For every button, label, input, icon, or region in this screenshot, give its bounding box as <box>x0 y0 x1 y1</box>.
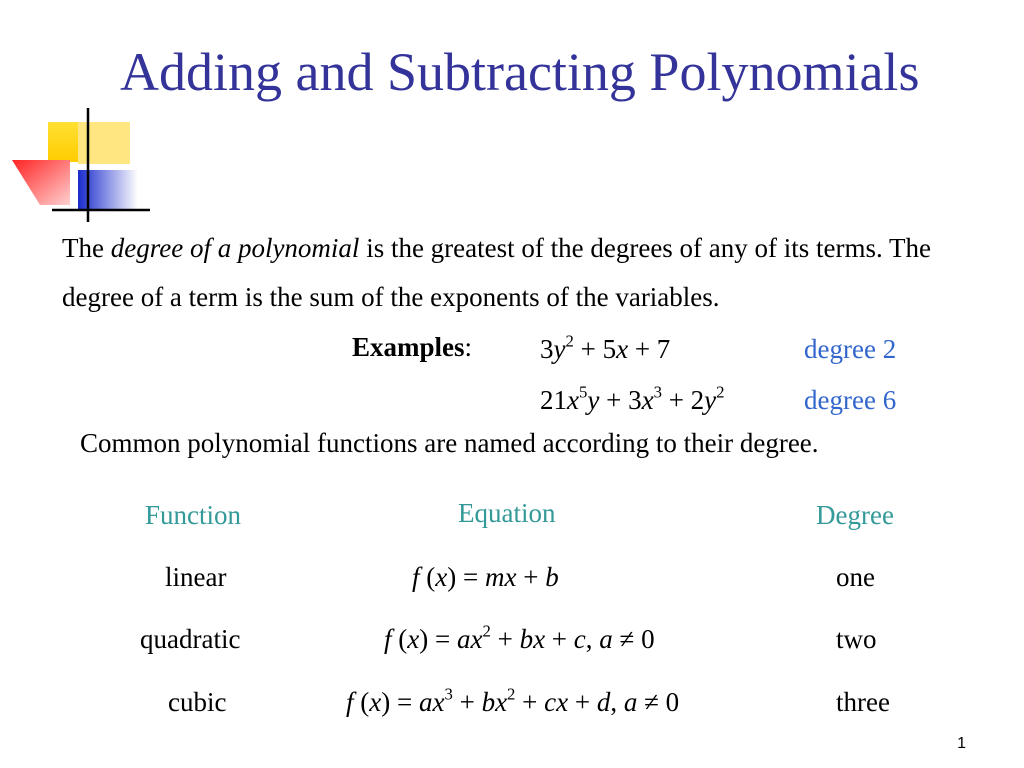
example-degree-2: degree 6 <box>804 385 897 415</box>
row-quadratic-function: quadratic <box>140 624 241 654</box>
row-linear-function: linear <box>165 562 227 592</box>
examples-label: Examples: <box>352 332 473 362</box>
example-degree-1: degree 2 <box>804 334 897 364</box>
light-yellow-block <box>78 122 130 164</box>
row-cubic-degree: three <box>836 687 890 717</box>
row-quadratic-degree: two <box>836 624 877 654</box>
page-number: 1 <box>957 735 966 752</box>
definition-paragraph <box>62 224 962 321</box>
example-expression-2: $21x^5y + 3x^3 + 2y^2$ <box>540 382 725 415</box>
slide-title: Adding and Subtracting Polynomials <box>120 42 920 102</box>
red-block <box>12 160 70 205</box>
row-linear-equation: f (x) = mx + b <box>412 562 559 592</box>
row-cubic-equation: f $(x) = ax^3 + bx^2$ + cx + d, a ≠ 0 <box>346 684 680 717</box>
common-functions-text: Common polynomial functions are named according to their degree. <box>80 428 819 458</box>
row-cubic-function: cubic <box>168 687 227 717</box>
example-expression-1: $3y^2 + 5x + 7$ <box>540 331 671 364</box>
header-function: Function <box>145 500 242 530</box>
yellow-block <box>48 122 78 162</box>
row-linear-degree: one <box>836 562 875 592</box>
definition-pre: The <box>62 233 111 263</box>
header-equation: Equation <box>458 498 556 528</box>
decorative-corner-graphic <box>0 0 150 230</box>
definition-post: is the greatest of the degrees of any of its terms. The degree of a term is the sum of the exponents of the variables. <box>62 233 932 312</box>
definition-term: degree of a polynomial <box>110 233 360 263</box>
row-quadratic-equation: f $(x) = ax^2$ + bx + c, a ≠ 0 <box>384 621 655 654</box>
header-degree: Degree <box>816 500 894 530</box>
